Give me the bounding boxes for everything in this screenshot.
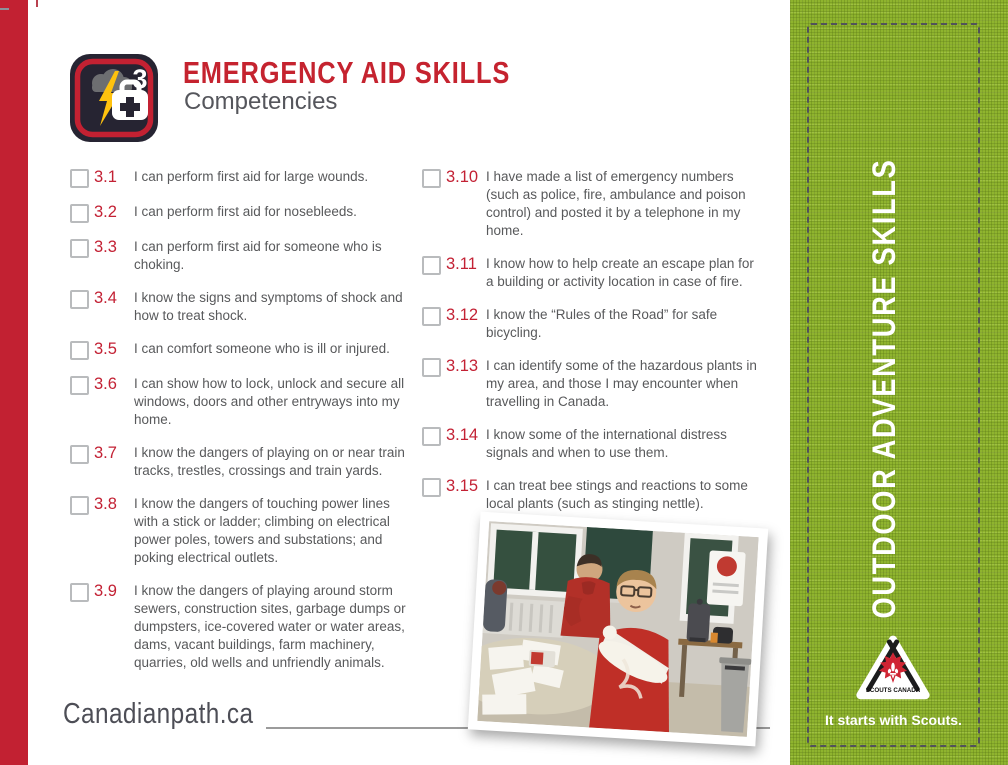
item-number: 3.1 <box>94 168 117 186</box>
item-number: 3.3 <box>94 238 117 256</box>
item-checkbox[interactable] <box>422 256 441 275</box>
item-checkbox[interactable] <box>70 290 89 309</box>
checklist-item <box>422 477 762 513</box>
checklist-item <box>70 168 410 188</box>
item-text: I know the signs and symptoms of shock and how to treat shock. <box>134 290 403 323</box>
item-checkbox[interactable] <box>422 478 441 497</box>
item-checkbox[interactable] <box>70 376 89 395</box>
item-number: 3.2 <box>94 203 117 221</box>
item-checkbox[interactable] <box>70 169 89 188</box>
checklist-item <box>70 289 410 325</box>
item-number: 3.9 <box>94 582 117 600</box>
photo-first-aid-practice <box>468 512 768 747</box>
stage-number: 3 <box>132 64 148 94</box>
checklist-item <box>70 203 410 223</box>
checklist-item <box>422 168 762 240</box>
item-checkbox[interactable] <box>422 358 441 377</box>
scouts-canada-wordmark: SCOUTS CANADA <box>865 687 921 695</box>
item-checkbox[interactable] <box>422 307 441 326</box>
checklist-left-column <box>70 168 410 687</box>
item-checkbox[interactable] <box>422 169 441 188</box>
sidebar-vertical-text: OUTDOOR ADVENTURE SKILLS <box>866 158 903 619</box>
item-text: I can comfort someone who is ill or injured. <box>134 341 390 356</box>
item-checkbox[interactable] <box>70 204 89 223</box>
item-number: 3.4 <box>94 289 117 307</box>
item-number: 3.11 <box>446 255 477 273</box>
item-number: 3.7 <box>94 444 117 462</box>
item-text: I can identify some of the hazardous plants in my area, and those I may encounter when travelling in Canada. <box>486 358 757 409</box>
item-text: I have made a list of emergency numbers (such as police, fire, ambulance and poison control) and posted it by a telephone in my home. <box>486 169 746 238</box>
scouts-canada-logo <box>856 634 930 706</box>
checklist-item <box>70 238 410 274</box>
checklist-item <box>422 255 762 291</box>
item-text: I know how to help create an escape plan for a building or activity location in case of fire. <box>486 256 754 289</box>
item-checkbox[interactable] <box>70 583 89 602</box>
item-text: I can perform first aid for someone who is choking. <box>134 239 382 272</box>
item-number: 3.14 <box>446 426 479 444</box>
item-text: I know the dangers of playing on or near train tracks, trestles, crossings and train yards. <box>134 445 405 478</box>
item-text: I can perform first aid for large wounds. <box>134 169 369 184</box>
stitch-mark <box>36 0 38 7</box>
emergency-aid-skills-icon <box>69 53 159 143</box>
item-text: I know the “Rules of the Road” for safe bicycling. <box>486 307 718 340</box>
page-subtitle: Competencies <box>184 88 338 115</box>
checklist-item <box>422 306 762 342</box>
page-title: EMERGENCY AID SKILLS <box>183 55 511 90</box>
item-number: 3.12 <box>446 306 479 324</box>
outdoor-adventure-skills-sidebar <box>790 0 1008 765</box>
checklist-item <box>422 357 762 411</box>
item-text: I know the dangers of playing around storm sewers, construction sites, garbage dumps or dumpsters, ice-covered water or water areas, dams, vacant buildings, farm machinery, quarries, old wells and unfriendly animals. <box>134 583 406 670</box>
checklist-item <box>70 495 410 567</box>
item-checkbox[interactable] <box>70 341 89 360</box>
item-text: I know the dangers of touching power lines with a stick or ladder; climbing on electrical power poles, towers and substations; and poking electrical outlets. <box>134 496 390 565</box>
item-text: I can show how to lock, unlock and secure all windows, doors and other entryways into my home. <box>134 376 405 427</box>
item-checkbox[interactable] <box>70 239 89 258</box>
item-number: 3.10 <box>446 168 479 186</box>
checklist-right-column <box>422 168 762 528</box>
red-edge-strip <box>0 0 28 765</box>
checklist-item <box>422 426 762 462</box>
stitch-mark <box>0 8 9 10</box>
classroom-scene <box>477 521 758 737</box>
item-checkbox[interactable] <box>70 496 89 515</box>
item-checkbox[interactable] <box>70 445 89 464</box>
checklist-item <box>70 340 410 360</box>
item-number: 3.13 <box>446 357 479 375</box>
item-number: 3.6 <box>94 375 117 393</box>
item-number: 3.5 <box>94 340 117 358</box>
item-number: 3.8 <box>94 495 117 513</box>
checklist-item <box>70 375 410 429</box>
item-text: I can treat bee stings and reactions to some local plants (such as stinging nettle). <box>486 478 748 511</box>
scouts-tagline: It starts with Scouts. <box>825 712 962 728</box>
item-text: I know some of the international distress signals and when to use them. <box>486 427 727 460</box>
item-text: I can perform first aid for nosebleeds. <box>134 204 357 219</box>
checklist-item <box>70 444 410 480</box>
checklist-item <box>70 582 410 672</box>
site-url: Canadianpath.ca <box>63 698 254 730</box>
item-number: 3.15 <box>446 477 479 495</box>
item-checkbox[interactable] <box>422 427 441 446</box>
